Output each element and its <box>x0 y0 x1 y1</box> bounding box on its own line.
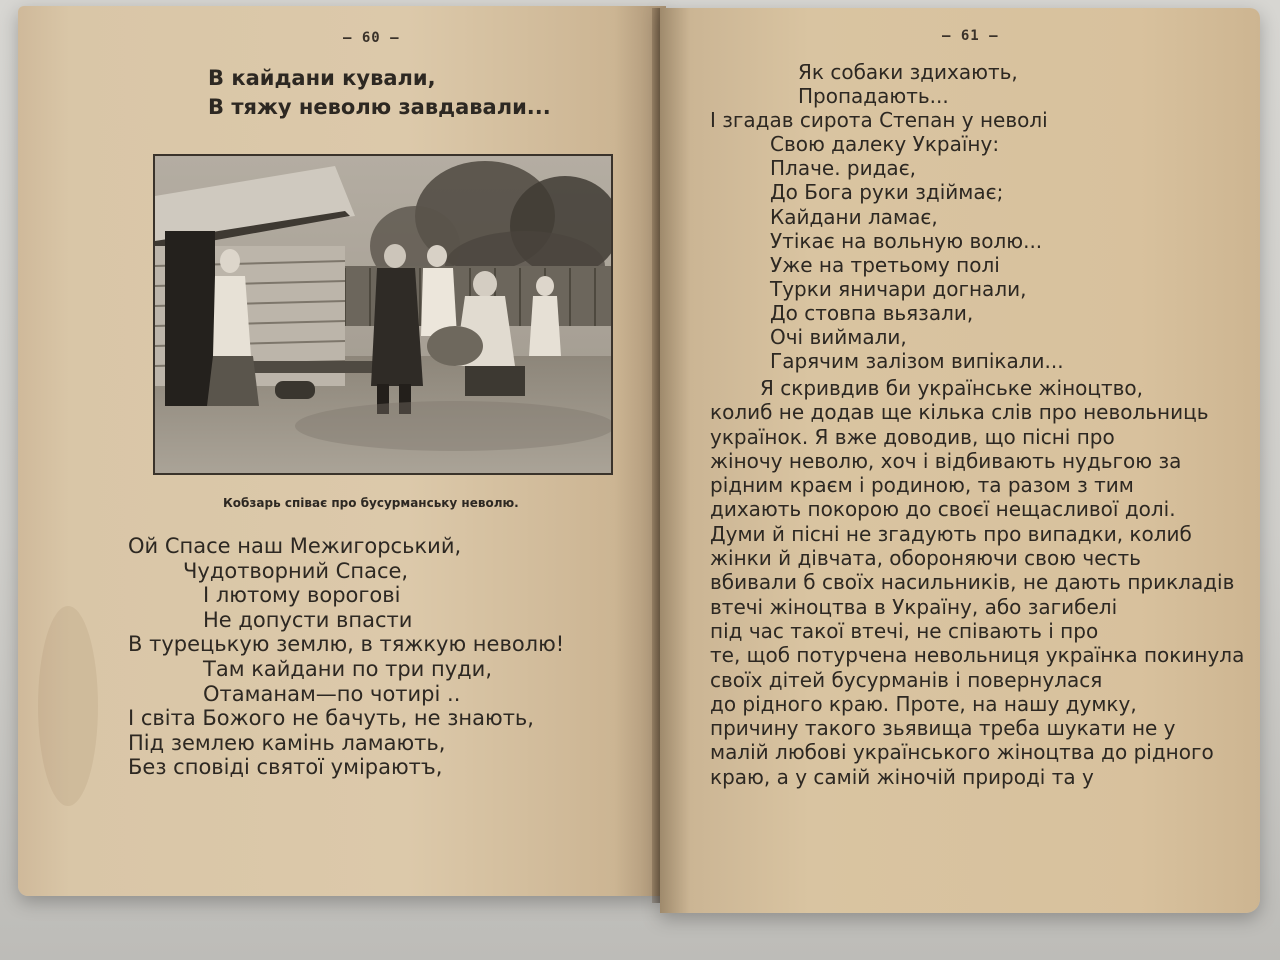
prose-line: жіночу неволю, хоч і відбивають нудьгою за <box>710 448 1182 473</box>
prose-line: Я скривдив би українське жіноцтво, <box>760 376 1144 400</box>
poem-line: І світа Божого не бачуть, не знають, <box>128 706 534 731</box>
paper-stain <box>38 606 98 806</box>
poem-line: Без сповіді святої уміраютъ, <box>128 755 443 780</box>
poem-line: Уже на третьому полі <box>770 252 1000 277</box>
poem-line: Не допусти впасти <box>203 607 413 632</box>
poem-line: Ой Спасе наш Межигорський, <box>128 534 462 558</box>
prose-line: причину такого зьявища треба шукати не у <box>710 716 1176 741</box>
prose-line: жінки й дівчата, обороняючи свою честь <box>710 546 1141 571</box>
prose-line: дихають покорою до своєї нещасливої долі. <box>710 497 1176 522</box>
left-top-verse <box>208 64 551 122</box>
prose-line: вбивали б своїх насильників, не дають прикладів <box>710 570 1235 595</box>
prose-line: втечі жіноцтва в Україну, або загибелі <box>710 594 1118 619</box>
prose-line: своїх дітей бусурманів і повернулася <box>710 667 1103 692</box>
prose-line: колиб не додав ще кілька слів про невольниць <box>710 400 1209 425</box>
poem-line: Кайдани ламає, <box>770 204 938 229</box>
illustration-drawing <box>155 156 611 473</box>
right-page <box>660 8 1260 913</box>
poem-line: Чудотворний Спасе, <box>183 558 409 583</box>
left-poem <box>128 534 564 780</box>
poem-line: До Бога руки здіймає; <box>770 180 1004 205</box>
prose-line: до рідного краю. Проте, на нашу думку, <box>710 691 1137 716</box>
poem-line: Під землею камінь ламають, <box>128 730 446 755</box>
verse-line: В тяжу неволю завдавали... <box>208 95 551 119</box>
right-poem <box>710 60 1064 373</box>
prose-paragraph <box>710 376 1244 789</box>
poem-line: До стовпа вьязали, <box>770 300 974 325</box>
prose-line: малій любові українського жіноцтва до рідного <box>710 740 1214 765</box>
poem-line: Отаманам—по чотирі .. <box>203 681 461 706</box>
illustration-caption: Кобзарь співає про бусурманську неволю. <box>223 496 519 510</box>
poem-line: Пропадають... <box>798 84 949 109</box>
poem-line: Плаче. ридає, <box>770 156 917 181</box>
poem-line: Утікає на вольную волю... <box>770 228 1043 253</box>
prose-line: Думи й пісні не згадують про випадки, колиб <box>710 521 1192 546</box>
prose-line: краю, а у самій жіночій природі та у <box>710 764 1094 789</box>
prose-line: рідним краєм і родиною, та разом з тим <box>710 473 1134 498</box>
page-number-left: — 60 — <box>343 30 400 46</box>
page-number-right: — 61 — <box>942 28 999 44</box>
poem-line: В турецькую землю, в тяжкую неволю! <box>128 632 565 657</box>
prose-line: під час такої втечі, не співають і про <box>710 618 1099 643</box>
poem-line: Очі виймали, <box>770 325 907 350</box>
poem-line: Як собаки здихають, <box>798 60 1018 84</box>
poem-line: Гарячим залізом випікали... <box>770 349 1064 374</box>
poem-line: Свою далеку Україну: <box>770 132 1000 157</box>
verse-line: В кайдани кували, <box>208 66 436 90</box>
prose-line: українок. Я вже доводив, що пісні про <box>710 424 1115 449</box>
poem-line: І згадав сирота Степан у неволі <box>710 108 1048 133</box>
kobzar-illustration <box>153 154 613 475</box>
poem-line: Там кайдани по три пуди, <box>203 656 492 681</box>
left-page <box>18 6 666 896</box>
poem-line: Турки яничари догнали, <box>770 276 1027 301</box>
prose-line: те, щоб потурчена невольниця українка покинула <box>710 643 1245 668</box>
poem-line: І лютому ворогові <box>203 583 401 608</box>
